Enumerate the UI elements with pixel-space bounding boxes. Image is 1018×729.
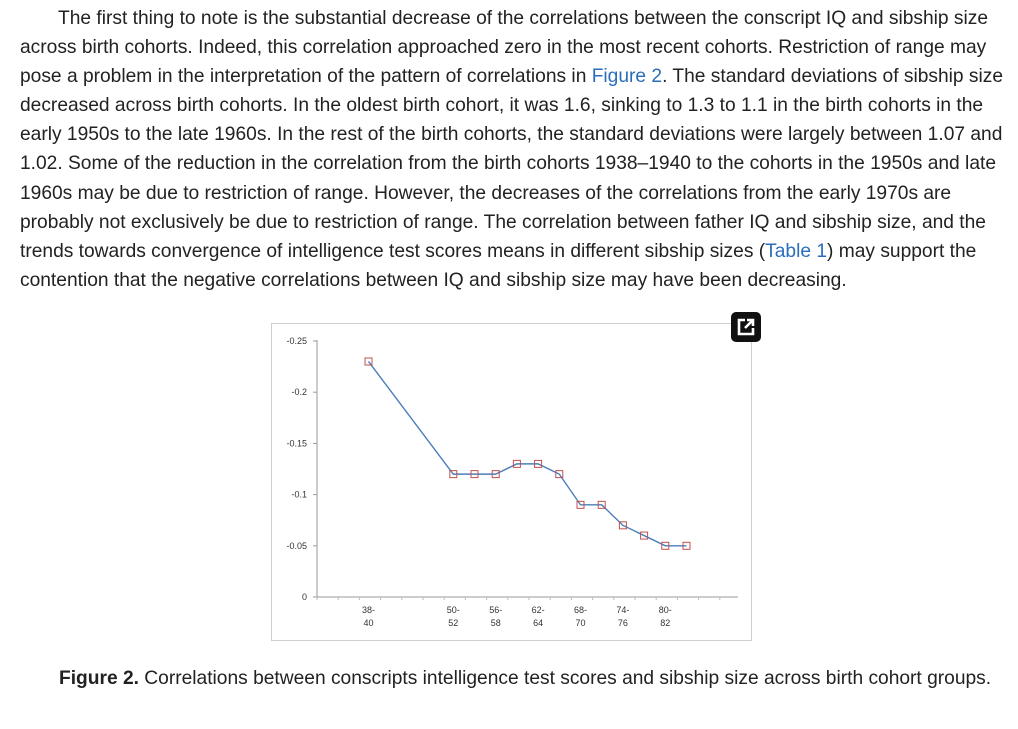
figure-2-link[interactable]: Figure 2 <box>591 66 663 88</box>
y-tick-label: 0 <box>301 592 307 602</box>
open-figure-button[interactable] <box>731 312 761 342</box>
body-paragraph <box>20 4 1010 295</box>
x-tick-label-bottom: 40 <box>363 618 374 628</box>
x-tick-label-top: 50- <box>446 605 460 615</box>
series-line <box>369 361 687 545</box>
figure-caption <box>59 664 992 693</box>
x-tick-label-top: 74- <box>616 605 630 615</box>
x-tick-label-bottom: 52 <box>448 618 459 628</box>
figure-2-chart[interactable] <box>271 323 752 641</box>
chart-svg <box>272 324 751 640</box>
table-1-link[interactable]: Table 1 <box>765 240 828 262</box>
x-tick-label-bottom: 76 <box>617 618 628 628</box>
y-tick-label: -0.1 <box>291 489 307 500</box>
x-tick-label-bottom: 70 <box>575 618 586 628</box>
caption-label: Figure 2. <box>59 668 139 689</box>
paragraph-text-2: . The standard deviations of sibship size decreased across birth cohorts. In the oldest birth cohort, it was 1.6, sinking to 1.3 to 1.1 in the birth cohorts in the early 1950s to the late 1960s. In the rest of the birth cohorts, the standard deviations were largely between 1.07 and 1.02. Some of the reduction in the correlation from the birth cohorts 1938–1940 to the cohorts in the 1950s and late 1960s may be due to restriction of range. However, the decreases of the correlations from the early 1970s are probably not exclusively be due to restriction of range. The correlation between father IQ and sibship size, and the trends towards convergence of intelligence test scores means in different sibship sizes ( <box>20 66 1004 262</box>
external-link-icon <box>736 317 756 337</box>
x-tick-label-bottom: 64 <box>533 618 544 628</box>
x-tick-label-top: 80- <box>658 605 672 615</box>
paragraph-text-3: ) may support the contention that the negative correlations between IQ and sibship size may have been decreasing. <box>20 240 977 291</box>
y-tick-label: -0.2 <box>291 387 307 398</box>
x-tick-label-bottom: 82 <box>660 618 671 628</box>
x-tick-label-top: 62- <box>531 605 545 615</box>
y-tick-label: -0.05 <box>286 540 307 551</box>
y-tick-label: -0.25 <box>286 336 307 346</box>
x-tick-label-top: 68- <box>573 605 588 615</box>
caption-text: Correlations between conscripts intelligence test scores and sibship size across birth cohort groups. <box>138 668 992 689</box>
x-tick-label-bottom: 58 <box>490 618 501 628</box>
x-tick-label-top: 38- <box>361 605 376 615</box>
y-tick-label: -0.15 <box>286 438 307 449</box>
x-tick-label-top: 56- <box>489 605 503 615</box>
paragraph-text-1: The first thing to note is the substantial decrease of the correlations between the conscript IQ and sibship size across birth cohorts. Indeed, this correlation approached zero in the most recent cohorts. Restriction of range may pose a problem in the interpretation of the pattern of correlations in <box>20 8 989 88</box>
